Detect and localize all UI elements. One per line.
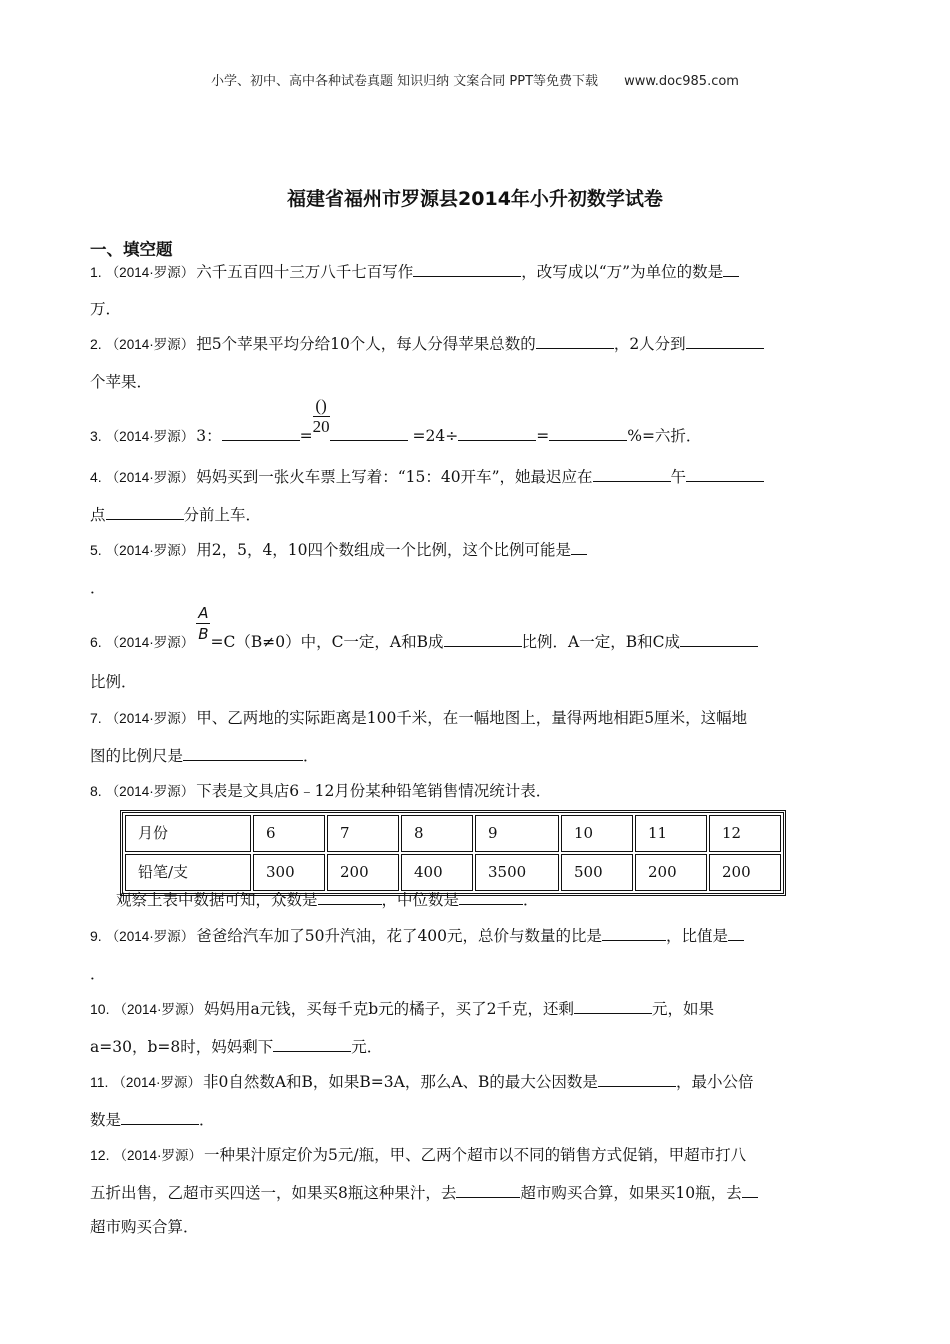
question-7-cont: 图的比例尺是 ． — [90, 747, 319, 765]
answer-blank[interactable] — [742, 1183, 758, 1198]
table-row: 铅笔/支 300 200 400 3500 500 200 200 — [125, 854, 781, 891]
answer-blank[interactable] — [459, 890, 523, 905]
answer-blank[interactable] — [456, 1183, 520, 1198]
question-10: 10. （2014·罗源） 妈妈用a元钱，买每千克b元的橘子，买了2千克，还剩 元，如果 — [90, 1000, 715, 1018]
section-heading: 一、填空题 — [90, 240, 173, 259]
question-9: 9. （2014·罗源） 爸爸给汽车加了50升汽油，花了400元，总价与数量的比是 ，比值是 — [90, 924, 744, 946]
answer-blank[interactable] — [413, 262, 521, 277]
answer-blank[interactable] — [593, 467, 671, 482]
question-6-cont: 比例． — [90, 673, 137, 691]
answer-blank[interactable] — [602, 926, 666, 941]
question-8-cont: 观察上表中数据可知，众数是 ，中位数是 ． — [116, 891, 539, 909]
answer-blank[interactable] — [222, 426, 300, 441]
fraction: $\frac{A}{B}$ — [198, 604, 209, 643]
answer-blank[interactable] — [121, 1110, 199, 1125]
sales-table — [120, 810, 786, 896]
question-11-cont: 数是 ． — [90, 1111, 215, 1129]
answer-blank[interactable] — [549, 426, 627, 441]
question-7: 7. （2014·罗源） 甲、乙两地的实际距离是100千米，在一幅地图上，量得两地相距5厘米，这幅地 — [90, 709, 748, 727]
question-11: 11. （2014·罗源） 非0自然数A和B，如果B=3A，那么A、B的最大公因数是 ，最小公倍 — [90, 1073, 754, 1091]
question-12-cont2: 超市购买合算． — [90, 1218, 199, 1236]
question-3: 3. （2014·罗源） 3： = $\frac{()}{20}$ =24÷ = %=六折． — [90, 396, 702, 445]
question-4: 4. （2014·罗源） 妈妈买到一张火车票上写着：“15：40开车”，她最迟应在 午 — [90, 465, 764, 487]
answer-blank[interactable] — [723, 262, 739, 277]
answer-blank[interactable] — [330, 426, 408, 441]
table-row: 月份 6 7 8 9 10 11 12 — [125, 815, 781, 852]
answer-blank[interactable] — [183, 746, 303, 761]
question-8: 8. （2014·罗源） 下表是文具店6﹣12月份某种铅笔销售情况统计表． — [90, 782, 552, 800]
question-1-cont: 万． — [90, 300, 122, 318]
question-12-cont: 五折出售，乙超市买四送一，如果买8瓶这种果汁，去 超市购买合算，如果买10瓶，去 — [90, 1181, 758, 1203]
answer-blank[interactable] — [458, 426, 536, 441]
question-2-cont: 个苹果． — [90, 373, 153, 391]
answer-blank[interactable] — [106, 505, 184, 520]
question-6: 6. （2014·罗源） $\frac{A}{B}$ =C（B≠0）中，C一定，A和B成 比例．A一定，B和C成 — [90, 605, 758, 646]
answer-blank[interactable] — [680, 632, 758, 647]
question-5: 5. （2014·罗源） 用2，5，4，10四个数组成一个比例，这个比例可能是 — [90, 538, 587, 560]
answer-blank[interactable] — [598, 1072, 676, 1087]
answer-blank[interactable] — [318, 890, 382, 905]
answer-blank[interactable] — [686, 334, 764, 349]
question-12: 12. （2014·罗源） 一种果汁原定价为5元/瓶，甲、乙两个超市以不同的销售方式促销，甲超市打八 — [90, 1146, 747, 1164]
header-text: 小学、初中、高中各种试卷真题 知识归纳 文案合同 PPT等免费下载 — [211, 74, 599, 89]
answer-blank[interactable] — [444, 632, 522, 647]
answer-blank[interactable] — [728, 926, 744, 941]
page-title: 福建省福州市罗源县2014年小升初数学试卷 — [287, 188, 663, 210]
header-site-link[interactable]: www.doc985.com — [624, 74, 739, 89]
question-4-cont: 点 分前上车． — [90, 506, 262, 524]
question-9-cont: ． — [90, 965, 106, 983]
fraction: $\frac{()}{20}$ — [312, 396, 330, 436]
page-header — [0, 70, 950, 89]
question-1: 1. （2014·罗源） 六千五百四十三万八千七百写作 ，改写成以“万”为单位的数是 — [90, 260, 739, 282]
answer-blank[interactable] — [536, 334, 614, 349]
question-10-cont: a=30，b=8时，妈妈剩下 元． — [90, 1038, 383, 1056]
question-5-cont: ． — [90, 579, 106, 597]
question-2: 2. （2014·罗源） 把5个苹果平均分给10个人，每人分得苹果总数的 ，2人分到 — [90, 332, 764, 354]
answer-blank[interactable] — [686, 467, 764, 482]
answer-blank[interactable] — [273, 1037, 351, 1052]
answer-blank[interactable] — [571, 540, 587, 555]
answer-blank[interactable] — [574, 999, 652, 1014]
